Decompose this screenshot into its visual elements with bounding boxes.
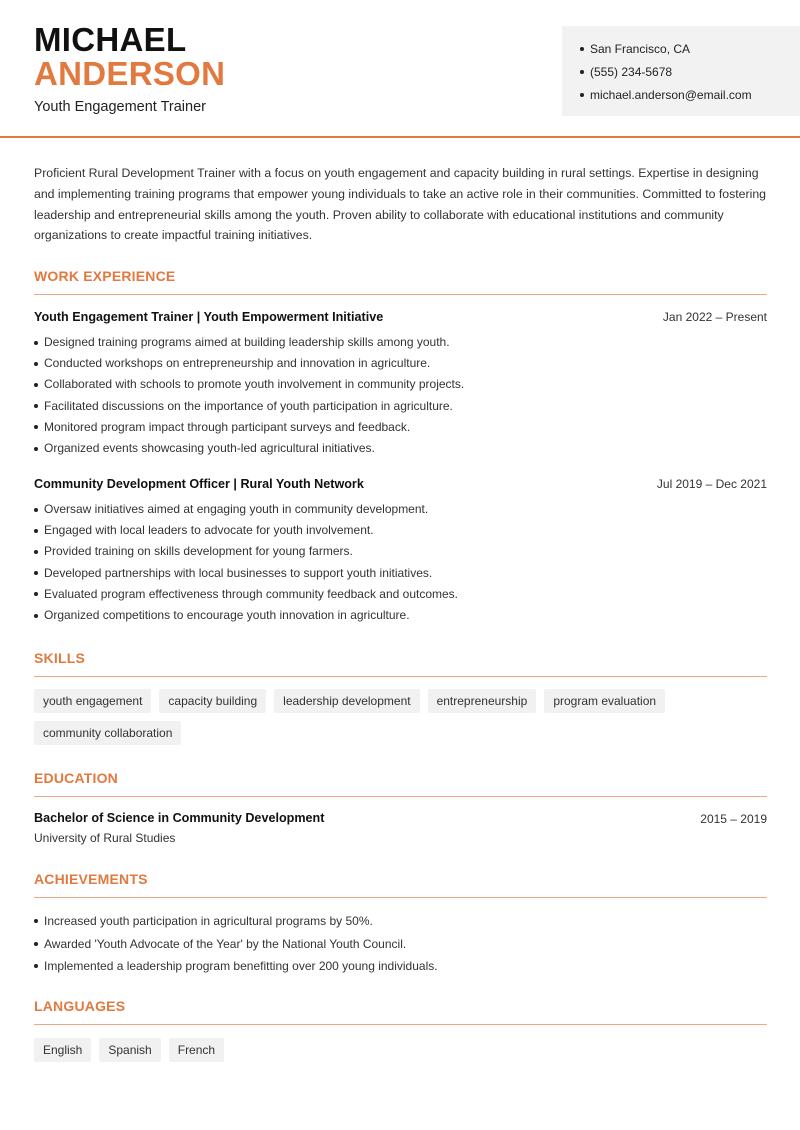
skill-tag: youth engagement: [34, 689, 151, 713]
contact-phone-text: (555) 234-5678: [590, 64, 673, 79]
list-item: [34, 520, 767, 541]
contact-location-text: San Francisco, CA: [590, 41, 691, 56]
bullet-icon: [34, 425, 38, 429]
bullet-icon: [580, 70, 584, 74]
list-item: [34, 541, 767, 562]
list-item-text: Conducted workshops on entrepreneurship and innovation in agriculture.: [44, 356, 431, 371]
list-item-text: Implemented a leadership program benefitting over 200 young individuals.: [44, 959, 438, 973]
job-bullets-1: [34, 332, 767, 459]
last-name: ANDERSON: [34, 55, 226, 92]
section-divider: [34, 676, 767, 677]
language-tag: Spanish: [99, 1038, 160, 1062]
bullet-icon: [34, 341, 38, 345]
bullet-icon: [34, 964, 38, 968]
contact-phone: [580, 60, 800, 83]
job-title-1: Youth Engagement Trainer | Youth Empowerment Initiative: [34, 310, 384, 324]
bullet-icon: [580, 93, 584, 97]
education-heading: EDUCATION: [34, 770, 118, 786]
job-dates-1: Jan 2022 – Present: [662, 310, 767, 324]
bullet-icon: [34, 447, 38, 451]
list-item: [34, 910, 767, 933]
education-dates: 2015 – 2019: [700, 812, 767, 826]
skill-tag: program evaluation: [544, 689, 665, 713]
job-dates-2: Jul 2019 – Dec 2021: [656, 477, 767, 491]
resume-header: [0, 0, 800, 138]
list-item-text: Oversaw initiatives aimed at engaging youth in community development.: [44, 502, 429, 516]
languages-heading: LANGUAGES: [34, 998, 126, 1014]
list-item-text: Designed training programs aimed at building leadership skills among youth.: [44, 335, 450, 349]
bullet-icon: [34, 592, 38, 596]
contact-email-text[interactable]: michael.anderson@email.com: [590, 87, 752, 102]
contact-location: [580, 37, 800, 60]
work-experience-heading: WORK EXPERIENCE: [34, 268, 176, 284]
list-item-text: Organized events showcasing youth-led agricultural initiatives.: [44, 440, 375, 455]
list-item: [34, 933, 767, 956]
section-divider: [34, 294, 767, 295]
list-item: [34, 563, 767, 584]
section-divider: [34, 796, 767, 797]
list-item: [34, 438, 767, 459]
list-item-text: Facilitated discussions on the importance of youth participation in agriculture.: [44, 398, 453, 413]
skill-tag: entrepreneurship: [428, 689, 537, 713]
job-bullets-2: [34, 499, 767, 626]
list-item: [34, 499, 767, 520]
list-item: [34, 374, 767, 395]
first-name: MICHAEL: [34, 21, 187, 58]
list-item: [34, 353, 767, 374]
bullet-icon: [34, 614, 38, 618]
list-item: [34, 332, 767, 353]
list-item-text: Increased youth participation in agricultural programs by 50%.: [44, 914, 373, 928]
contact-box: [562, 26, 800, 116]
bullet-icon: [34, 508, 38, 512]
achievements-heading: ACHIEVEMENTS: [34, 871, 148, 887]
bullet-icon: [34, 919, 38, 923]
list-item: [34, 584, 767, 605]
language-tag: English: [34, 1038, 91, 1062]
bullet-icon: [34, 404, 38, 408]
languages-list: [34, 1038, 767, 1062]
bullet-icon: [580, 47, 584, 51]
job-title: Youth Engagement Trainer: [34, 99, 206, 115]
contact-email[interactable]: [580, 83, 800, 106]
skill-tag: community collaboration: [34, 721, 181, 745]
education-degree: Bachelor of Science in Community Development: [34, 811, 325, 825]
list-item-text: Engaged with local leaders to advocate for youth involvement.: [44, 523, 374, 538]
job-title-2: Community Development Officer | Rural Youth Network: [34, 477, 364, 491]
summary-paragraph: Proficient Rural Development Trainer with a focus on youth engagement and capacity building in rural settings. Expertise in designing and implementing training programs that empower young individuals to take an active role in their communities. Committed to fostering leadership and entrepreneurial skills among the youth. Proven ability to collaborate with educational institutions and community organizations to create impactful training initiatives.: [34, 166, 767, 243]
bullet-icon: [34, 550, 38, 554]
list-item: [34, 955, 767, 978]
section-divider: [34, 1024, 767, 1025]
skill-tag: leadership development: [274, 689, 419, 713]
list-item: [34, 396, 767, 417]
section-divider: [34, 897, 767, 898]
education-school: University of Rural Studies: [34, 831, 176, 845]
bullet-icon: [34, 942, 38, 946]
list-item-text: Monitored program impact through participant surveys and feedback.: [44, 419, 411, 434]
list-item-text: Awarded 'Youth Advocate of the Year' by the National Youth Council.: [44, 936, 407, 951]
bullet-icon: [34, 571, 38, 575]
list-item-text: Collaborated with schools to promote youth involvement in community projects.: [44, 377, 465, 392]
skills-heading: SKILLS: [34, 650, 85, 666]
list-item-text: Provided training on skills development for young farmers.: [44, 544, 353, 559]
list-item-text: Evaluated program effectiveness through community feedback and outcomes.: [44, 586, 459, 601]
list-item: [34, 605, 767, 626]
bullet-icon: [34, 383, 38, 387]
list-item-text: Developed partnerships with local businesses to support youth initiatives.: [44, 565, 433, 580]
list-item: [34, 417, 767, 438]
achievements-list: [34, 910, 767, 978]
language-tag: French: [169, 1038, 224, 1062]
skill-tag: capacity building: [159, 689, 266, 713]
bullet-icon: [34, 529, 38, 533]
list-item-text: Organized competitions to encourage youth innovation in agriculture.: [44, 607, 410, 622]
skills-list: [34, 689, 767, 745]
bullet-icon: [34, 362, 38, 366]
